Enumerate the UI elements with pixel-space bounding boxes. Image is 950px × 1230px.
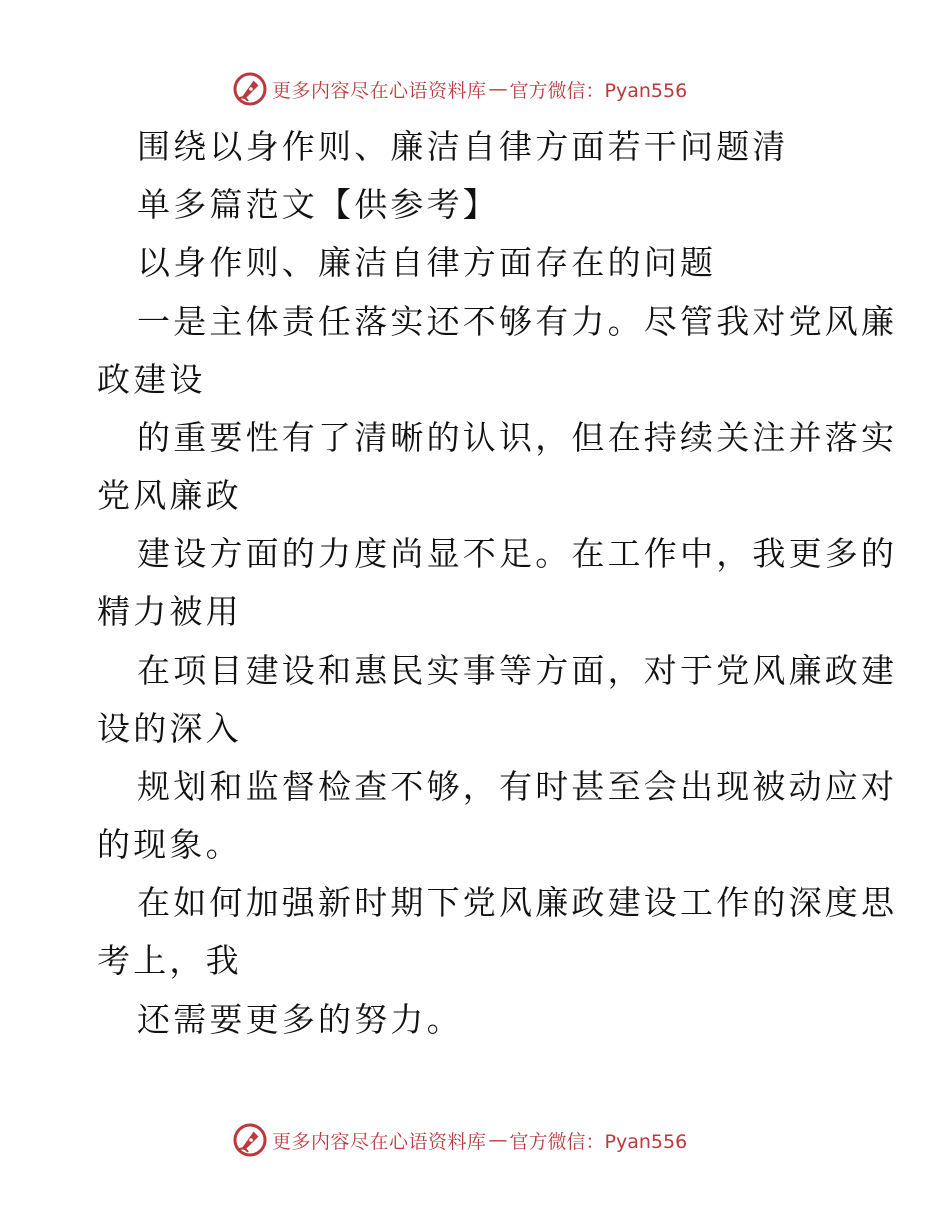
paragraph-line: 的重要性有了清晰的认识，但在持续关注并落实 <box>137 418 898 457</box>
watermark-separator: — <box>488 1129 508 1151</box>
paragraph-line: 在如何加强新时期下党风廉政建设工作的深度思 <box>137 883 898 922</box>
watermark-separator: — <box>488 78 508 100</box>
document-title-line-1: 围绕以身作则、廉洁自律方面若干问题清 <box>137 127 789 166</box>
paragraph-line: 党风廉政 <box>97 476 242 515</box>
paragraph-line: 设的深入 <box>97 709 242 748</box>
paragraph-line: 一是主体责任落实还不够有力。尽管我对党风廉 <box>137 302 898 341</box>
paragraph-line: 建设方面的力度尚显不足。在工作中，我更多的 <box>137 534 898 573</box>
paragraph-line: 的现象。 <box>97 825 242 864</box>
paragraph-line: 还需要更多的努力。 <box>137 1000 463 1039</box>
watermark-account: 官方微信：Pyan556 <box>509 79 688 102</box>
section-heading: 以身作则、廉洁自律方面存在的问题 <box>137 243 717 282</box>
paragraph-line: 精力被用 <box>97 592 242 631</box>
pen-nib-logo-icon <box>232 1122 268 1158</box>
paragraph-line: 在项目建设和惠民实事等方面，对于党风廉政建 <box>137 651 898 690</box>
paragraph-line: 政建设 <box>97 360 206 399</box>
watermark-account: 官方微信：Pyan556 <box>509 1130 688 1153</box>
watermark-text: 更多内容尽在心语资料库 <box>272 79 487 102</box>
header-watermark <box>232 70 687 108</box>
paragraph-line: 规划和监督检查不够，有时甚至会出现被动应对 <box>137 767 898 806</box>
document-title-line-2: 单多篇范文【供参考】 <box>137 185 499 224</box>
paragraph-line: 考上，我 <box>97 941 242 980</box>
footer-watermark <box>232 1121 687 1159</box>
watermark-text: 更多内容尽在心语资料库 <box>272 1130 487 1153</box>
pen-nib-logo-icon <box>232 71 268 107</box>
